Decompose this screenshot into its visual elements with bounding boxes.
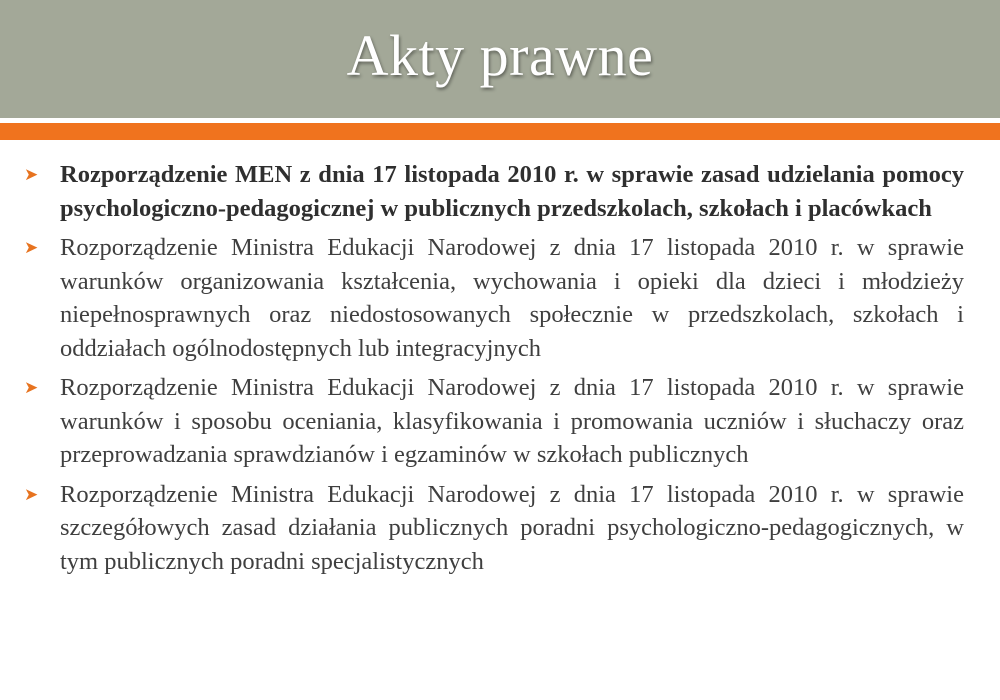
arrow-bullet-icon: ➤ — [24, 165, 39, 184]
list-item-text: Rozporządzenie Ministra Edukacji Narodowej z dnia 17 listopada 2010 r. w sprawie warunków i sposobu oceniania, klasyfikowania i promowania uczniów i słuchaczy oraz przeprowadzania sprawdzianów i egzaminów w szkołach publicznych — [60, 374, 964, 468]
list-item — [22, 158, 964, 225]
arrow-bullet-icon: ➤ — [24, 238, 39, 257]
arrow-bullet-icon: ➤ — [24, 484, 39, 504]
slide-title: Akty prawne — [346, 22, 654, 88]
arrow-bullet-icon: ➤ — [24, 378, 39, 397]
bullet-list — [22, 158, 964, 584]
list-item — [22, 231, 964, 365]
list-item-text: Rozporządzenie Ministra Edukacji Narodowej z dnia 17 listopada 2010 r. w sprawie szczegółowych zasad działania publicznych poradni psychologiczno-pedagogicznych, w tym publicznych poradni specjalistycznych — [60, 480, 964, 575]
list-item — [22, 478, 964, 579]
list-item — [22, 371, 964, 472]
title-bar — [0, 0, 1000, 118]
list-item-text: Rozporządzenie Ministra Edukacji Narodowej z dnia 17 listopada 2010 r. w sprawie warunków organizowania kształcenia, wychowania i opieki dla dzieci i młodzieży niepełnosprawnych oraz niedostosowanych społecznie w przedszkolach, szkołach i oddziałach ogólnodostępnych lub integracyjnych — [60, 234, 964, 362]
list-item-text: Rozporządzenie MEN z dnia 17 listopada 2010 r. w sprawie zasad udzielania pomocy psychologiczno-pedagogicznej w publicznych przedszkolach, szkołach i placówkach — [60, 161, 964, 222]
accent-bar — [0, 123, 1000, 140]
